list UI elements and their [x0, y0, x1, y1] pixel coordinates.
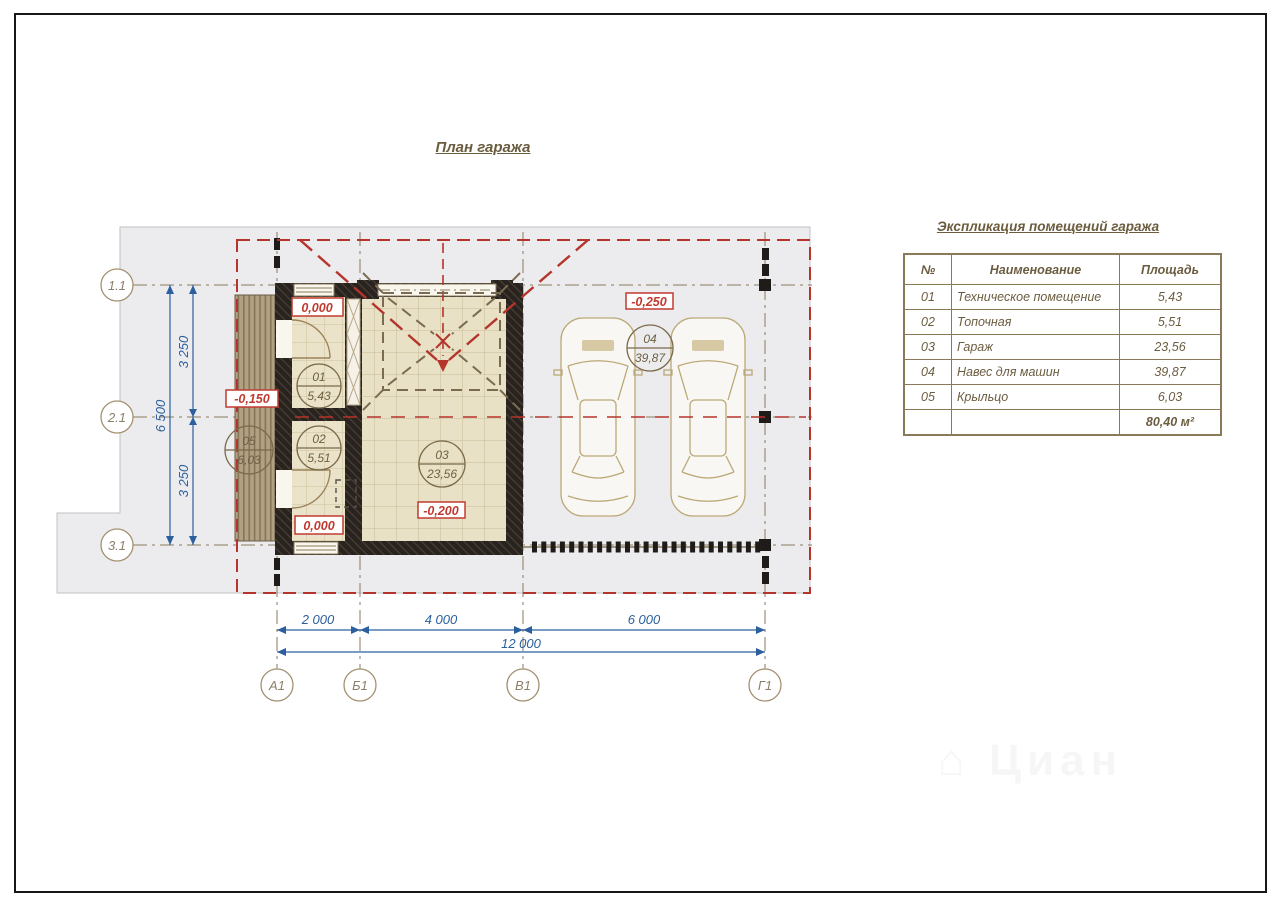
room-02-area: 5,51 [307, 451, 331, 465]
axis-label-2-1: 2.1 [107, 410, 127, 425]
total-empty-num [904, 410, 952, 436]
row-0-num: 01 [904, 285, 952, 310]
row-0-name: Техническое помещение [952, 285, 1120, 310]
room-tag-03 [419, 441, 465, 487]
watermark [938, 736, 1123, 786]
room-tag-05 [225, 426, 273, 474]
table-row [904, 335, 1221, 360]
garage-gate-opening [378, 284, 496, 296]
window-room-01 [294, 284, 334, 296]
axis-label-v1: В1 [515, 678, 531, 693]
window-room-02 [294, 542, 338, 554]
explication-table [903, 253, 1222, 436]
table-row [904, 310, 1221, 335]
axis-label-1-1: 1.1 [107, 278, 127, 293]
elevation-room01: 0,000 [301, 301, 333, 315]
row-2-area: 23,56 [1120, 335, 1222, 360]
axis-label-a1: А1 [269, 678, 285, 693]
row-1-num: 02 [904, 310, 952, 335]
table-header-row [904, 254, 1221, 285]
table-row [904, 285, 1221, 310]
table-total-row [904, 410, 1221, 436]
dim-left-total: 6 500 [153, 399, 168, 433]
row-3-num: 04 [904, 360, 952, 385]
porch-deck [235, 295, 275, 541]
row-4-area: 6,03 [1120, 385, 1222, 410]
table-row [904, 385, 1221, 410]
elevation-garage: -0,200 [423, 504, 459, 518]
table-row [904, 360, 1221, 385]
axis-label-g1: Г1 [757, 678, 773, 693]
header-name: Наименование [952, 254, 1120, 285]
cian-house-icon [938, 736, 971, 785]
room-03-number: 03 [435, 448, 449, 462]
total-area: 80,40 м² [1120, 410, 1222, 436]
dim-left-seg1: 3 250 [176, 335, 191, 369]
dim-bottom-seg2: 4 000 [424, 612, 458, 627]
dim-left-seg2: 3 250 [176, 464, 191, 498]
total-empty-name [952, 410, 1120, 436]
row-3-name: Навес для машин [952, 360, 1120, 385]
room-02-number: 02 [312, 432, 326, 446]
row-1-name: Топочная [952, 310, 1120, 335]
explication-block [903, 219, 1200, 436]
room-tag-04 [627, 325, 673, 371]
axis-label-b1: Б1 [352, 678, 368, 693]
row-0-area: 5,43 [1120, 285, 1222, 310]
room-04-area: 39,87 [634, 351, 666, 365]
row-4-name: Крыльцо [952, 385, 1120, 410]
room-01-number: 01 [312, 370, 326, 384]
room-01-area: 5,43 [307, 389, 331, 403]
dim-bottom-seg1: 2 000 [301, 612, 335, 627]
room-05-area: 6,03 [237, 453, 261, 467]
axis-label-3-1: 3.1 [107, 538, 127, 553]
dim-bottom-total: 12 000 [501, 636, 541, 651]
header-num: № [904, 254, 952, 285]
room-04-number: 04 [643, 332, 657, 346]
room-03-area: 23,56 [426, 467, 458, 481]
header-area: Площадь [1120, 254, 1222, 285]
watermark-text [989, 736, 1123, 785]
row-4-num: 05 [904, 385, 952, 410]
room-tag-01 [297, 364, 341, 408]
elevation-porch: -0,150 [234, 392, 270, 406]
dim-bottom-seg3: 6 000 [627, 612, 661, 627]
row-2-name: Гараж [952, 335, 1120, 360]
row-3-area: 39,87 [1120, 360, 1222, 385]
elevation-room02: 0,000 [303, 519, 335, 533]
elevation-carport: -0,250 [631, 295, 667, 309]
room-tag-02 [297, 426, 341, 470]
room-05-number: 05 [242, 434, 256, 448]
explication-title: Экспликация помещений гаража [936, 219, 1160, 234]
row-2-num: 03 [904, 335, 952, 360]
row-1-area: 5,51 [1120, 310, 1222, 335]
vent-shaft [347, 299, 360, 405]
plan-title: План гаража [435, 139, 531, 156]
